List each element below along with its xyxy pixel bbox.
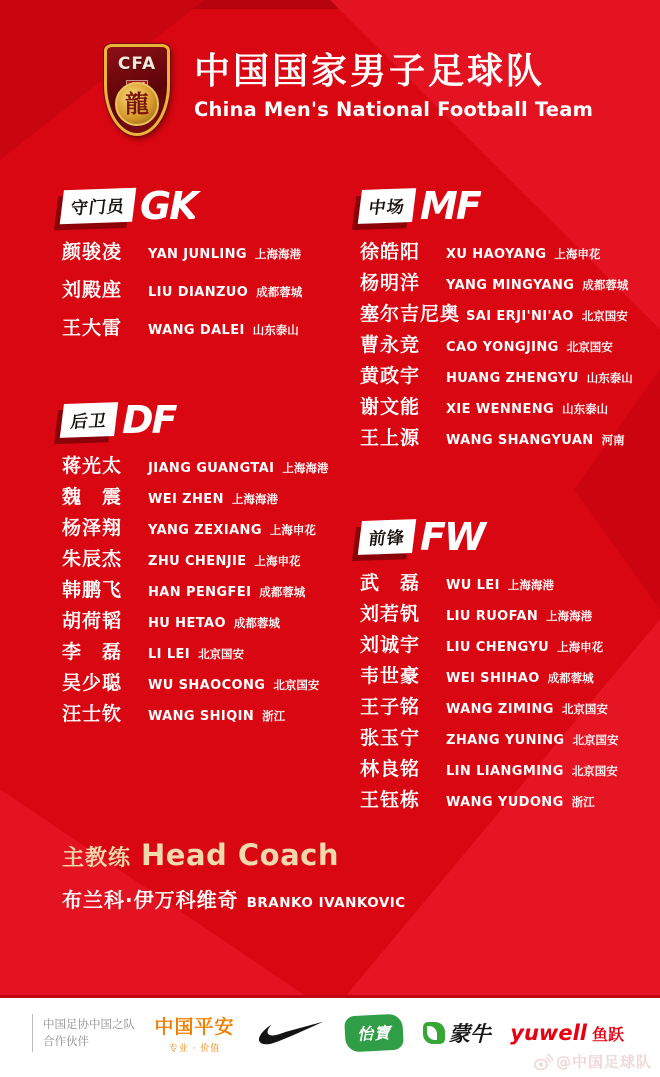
player-name-cn: 塞尔吉尼奥 [360, 303, 461, 325]
player-row [360, 361, 656, 392]
player-name-cn: 汪士钦 [62, 703, 123, 725]
watermark-text: @中国足球队 [555, 1053, 652, 1071]
section-header-gk [62, 183, 348, 229]
sponsor-logos-row [0, 998, 660, 1054]
player-row [360, 568, 656, 599]
column-right [360, 183, 656, 816]
head-coach-block [62, 838, 406, 913]
player-row [62, 237, 348, 275]
section-label-cn: 守门员 [60, 188, 137, 224]
player-row [62, 575, 348, 606]
player-name-cn: 曹永竞 [360, 334, 421, 356]
player-club: 北京国安 [571, 764, 618, 778]
player-name-cn: 谢文能 [360, 396, 421, 418]
poster-header [104, 44, 593, 136]
player-club: 河南 [601, 433, 625, 447]
player-club: 上海海港 [546, 609, 593, 623]
player-name-pinyin: WANG DALEI [148, 323, 245, 338]
player-name-pinyin: WEI SHIHAO [446, 671, 540, 686]
player-list-fw [360, 568, 656, 816]
player-row [62, 313, 348, 351]
player-name-pinyin: YAN JUNLING [148, 247, 247, 262]
player-club: 上海海港 [254, 247, 301, 261]
player-club: 上海海港 [231, 492, 278, 506]
yuwell-name-en: yuwell [510, 1021, 587, 1045]
mengniu-name: 蒙牛 [448, 1022, 491, 1046]
page-title: 中国国家男子足球队 [194, 51, 546, 92]
partner-text [43, 1016, 135, 1051]
player-name-pinyin: WANG YUDONG [446, 795, 564, 810]
player-row [360, 754, 656, 785]
player-name-cn: 刘殿座 [62, 279, 123, 301]
player-name-cn: 蒋光太 [62, 455, 123, 477]
player-club: 北京国安 [273, 678, 320, 692]
pingan-name: 中国平安 [154, 1016, 235, 1038]
player-club: 浙江 [262, 709, 286, 723]
weibo-eye-icon [533, 1053, 553, 1071]
nike-swoosh-icon [254, 1020, 326, 1046]
player-name-cn: 王子铭 [360, 696, 421, 718]
player-row [62, 699, 348, 730]
player-name-cn: 王大雷 [62, 317, 123, 339]
player-name-pinyin: XIE WENNENG [446, 402, 555, 417]
player-row [360, 392, 656, 423]
player-name-cn: 王钰栋 [360, 789, 421, 811]
section-label-cn: 前锋 [358, 519, 416, 555]
player-club: 浙江 [571, 795, 595, 809]
section-label-en: FW [420, 518, 492, 556]
player-club: 成都蓉城 [547, 671, 594, 685]
player-row [360, 723, 656, 754]
partner-line1: 中国足协中国之队 [43, 1016, 135, 1031]
player-club: 北京国安 [566, 340, 613, 354]
partner-line2: 合作伙伴 [43, 1034, 89, 1048]
player-name-cn: 杨明洋 [360, 272, 421, 294]
player-row [62, 513, 348, 544]
player-row [360, 423, 656, 454]
section-header-df [62, 397, 348, 443]
player-row [360, 785, 656, 816]
section-midfielders [360, 183, 656, 454]
section-label-cn: 后卫 [60, 402, 118, 438]
player-name-cn: 刘若钒 [360, 603, 421, 625]
player-name-cn: 徐皓阳 [360, 241, 421, 263]
player-club: 上海申花 [557, 640, 604, 654]
player-name-pinyin: ZHU CHENJIE [148, 554, 247, 569]
player-club: 北京国安 [561, 702, 608, 716]
player-list-df [62, 451, 348, 730]
section-label-en: GK [140, 187, 205, 225]
player-club: 山东泰山 [562, 402, 609, 416]
player-club: 山东泰山 [252, 323, 299, 337]
player-name-pinyin: WANG SHANGYUAN [446, 433, 594, 448]
section-label-en: DF [122, 401, 184, 439]
player-row [62, 482, 348, 513]
player-name-pinyin: LIU RUOFAN [446, 609, 539, 624]
player-club: 成都蓉城 [582, 278, 629, 292]
player-name-cn: 韩鹏飞 [62, 579, 123, 601]
section-label-en: MF [420, 187, 488, 225]
cestbon-logo [344, 1014, 404, 1053]
player-row [360, 630, 656, 661]
player-row [62, 451, 348, 482]
player-name-pinyin: WANG SHIQIN [148, 709, 255, 724]
coach-label-en: Head Coach [141, 838, 339, 872]
partner-divider [32, 1014, 33, 1052]
player-name-pinyin: YANG MINGYANG [446, 278, 575, 293]
dragon-icon: 龍 [125, 90, 149, 118]
pingan-tagline: 专业 · 价值 [168, 1044, 221, 1054]
player-row [62, 637, 348, 668]
player-club: 上海申花 [554, 247, 601, 261]
player-club: 北京国安 [581, 309, 628, 323]
player-name-pinyin: WEI ZHEN [148, 492, 224, 507]
weibo-watermark [533, 1051, 652, 1072]
partner-statement [32, 1014, 135, 1052]
mengniu-logo [423, 1018, 491, 1048]
player-name-pinyin: WU LEI [446, 578, 500, 593]
player-name-pinyin: HU HETAO [148, 616, 226, 631]
player-list-mf [360, 237, 656, 454]
player-name-cn: 吴少聪 [62, 672, 123, 694]
section-forwards [360, 514, 656, 816]
player-name-pinyin: CAO YONGJING [446, 340, 559, 355]
section-label-cn: 中场 [358, 188, 416, 224]
player-name-cn: 刘诚宇 [360, 634, 421, 656]
player-name-pinyin: ZHANG YUNING [446, 733, 565, 748]
player-club: 山东泰山 [586, 371, 633, 385]
player-club: 上海海港 [507, 578, 554, 592]
yuwell-logo [510, 1021, 624, 1045]
column-left [62, 183, 348, 730]
player-club: 北京国安 [198, 647, 245, 661]
page-subtitle: China Men's National Football Team [194, 97, 594, 121]
pingan-logo [154, 1012, 234, 1054]
player-name-pinyin: YANG ZEXIANG [148, 523, 262, 538]
player-name-cn: 武 磊 [360, 572, 421, 594]
player-name-cn: 胡荷韬 [62, 610, 123, 632]
player-name-cn: 韦世豪 [360, 665, 421, 687]
player-club: 上海申花 [254, 554, 301, 568]
mengniu-leaf-icon [423, 1022, 445, 1044]
player-row [62, 544, 348, 575]
player-row [360, 599, 656, 630]
player-club: 上海海港 [282, 461, 329, 475]
player-row [360, 692, 656, 723]
player-row [62, 275, 348, 313]
player-list-gk [62, 237, 348, 351]
player-name-cn: 林良铭 [360, 758, 421, 780]
player-club: 成都蓉城 [233, 616, 280, 630]
player-name-pinyin: LIN LIANGMING [446, 764, 564, 779]
head-coach-title [62, 838, 406, 872]
header-titles [194, 44, 593, 121]
player-name-cn: 李 磊 [62, 641, 123, 663]
player-name-cn: 颜骏凌 [62, 241, 123, 263]
player-row [360, 330, 656, 361]
player-name-pinyin: HUANG ZHENGYU [446, 371, 579, 386]
player-name-pinyin: XU HAOYANG [446, 247, 547, 262]
player-row [62, 668, 348, 699]
player-name-pinyin: SAI ERJI'NI'AO [466, 309, 574, 324]
coach-name-cn: 布兰科·伊万科维奇 [62, 888, 239, 912]
coach-name-en: BRANKO IVANKOVIC [246, 895, 406, 911]
cfa-crest-logo [104, 44, 170, 136]
crest-acronym: CFA [117, 54, 157, 74]
section-goalkeepers [62, 183, 348, 351]
player-row [360, 299, 656, 330]
player-club: 成都蓉城 [259, 585, 306, 599]
crest-dragon-emblem [115, 82, 159, 126]
player-name-pinyin: LIU DIANZUO [148, 285, 249, 300]
player-name-cn: 张玉宁 [360, 727, 421, 749]
player-name-cn: 魏 震 [62, 486, 123, 508]
player-name-cn: 王上源 [360, 427, 421, 449]
coach-label-cn: 主教练 [62, 846, 132, 871]
player-club: 成都蓉城 [256, 285, 303, 299]
player-name-cn: 杨泽翔 [62, 517, 123, 539]
section-header-fw [360, 514, 656, 560]
yuwell-name-cn: 鱼跃 [591, 1025, 624, 1044]
head-coach-name [62, 884, 406, 913]
player-name-pinyin: HAN PENGFEI [148, 585, 252, 600]
section-header-mf [360, 183, 656, 229]
player-row [62, 606, 348, 637]
player-club: 上海申花 [269, 523, 316, 537]
player-club: 北京国安 [572, 733, 619, 747]
player-name-cn: 朱辰杰 [62, 548, 123, 570]
player-name-pinyin: WU SHAOCONG [148, 678, 266, 693]
section-defenders [62, 397, 348, 730]
player-row [360, 237, 656, 268]
player-name-pinyin: LIU CHENGYU [446, 640, 550, 655]
player-name-pinyin: JIANG GUANGTAI [148, 461, 275, 476]
player-name-cn: 黄政宇 [360, 365, 421, 387]
sponsor-bar [0, 998, 660, 1077]
cestbon-name: 怡寶 [356, 1023, 392, 1044]
player-name-pinyin: WANG ZIMING [446, 702, 554, 717]
player-row [360, 268, 656, 299]
player-row [360, 661, 656, 692]
player-name-pinyin: LI LEI [148, 647, 191, 662]
